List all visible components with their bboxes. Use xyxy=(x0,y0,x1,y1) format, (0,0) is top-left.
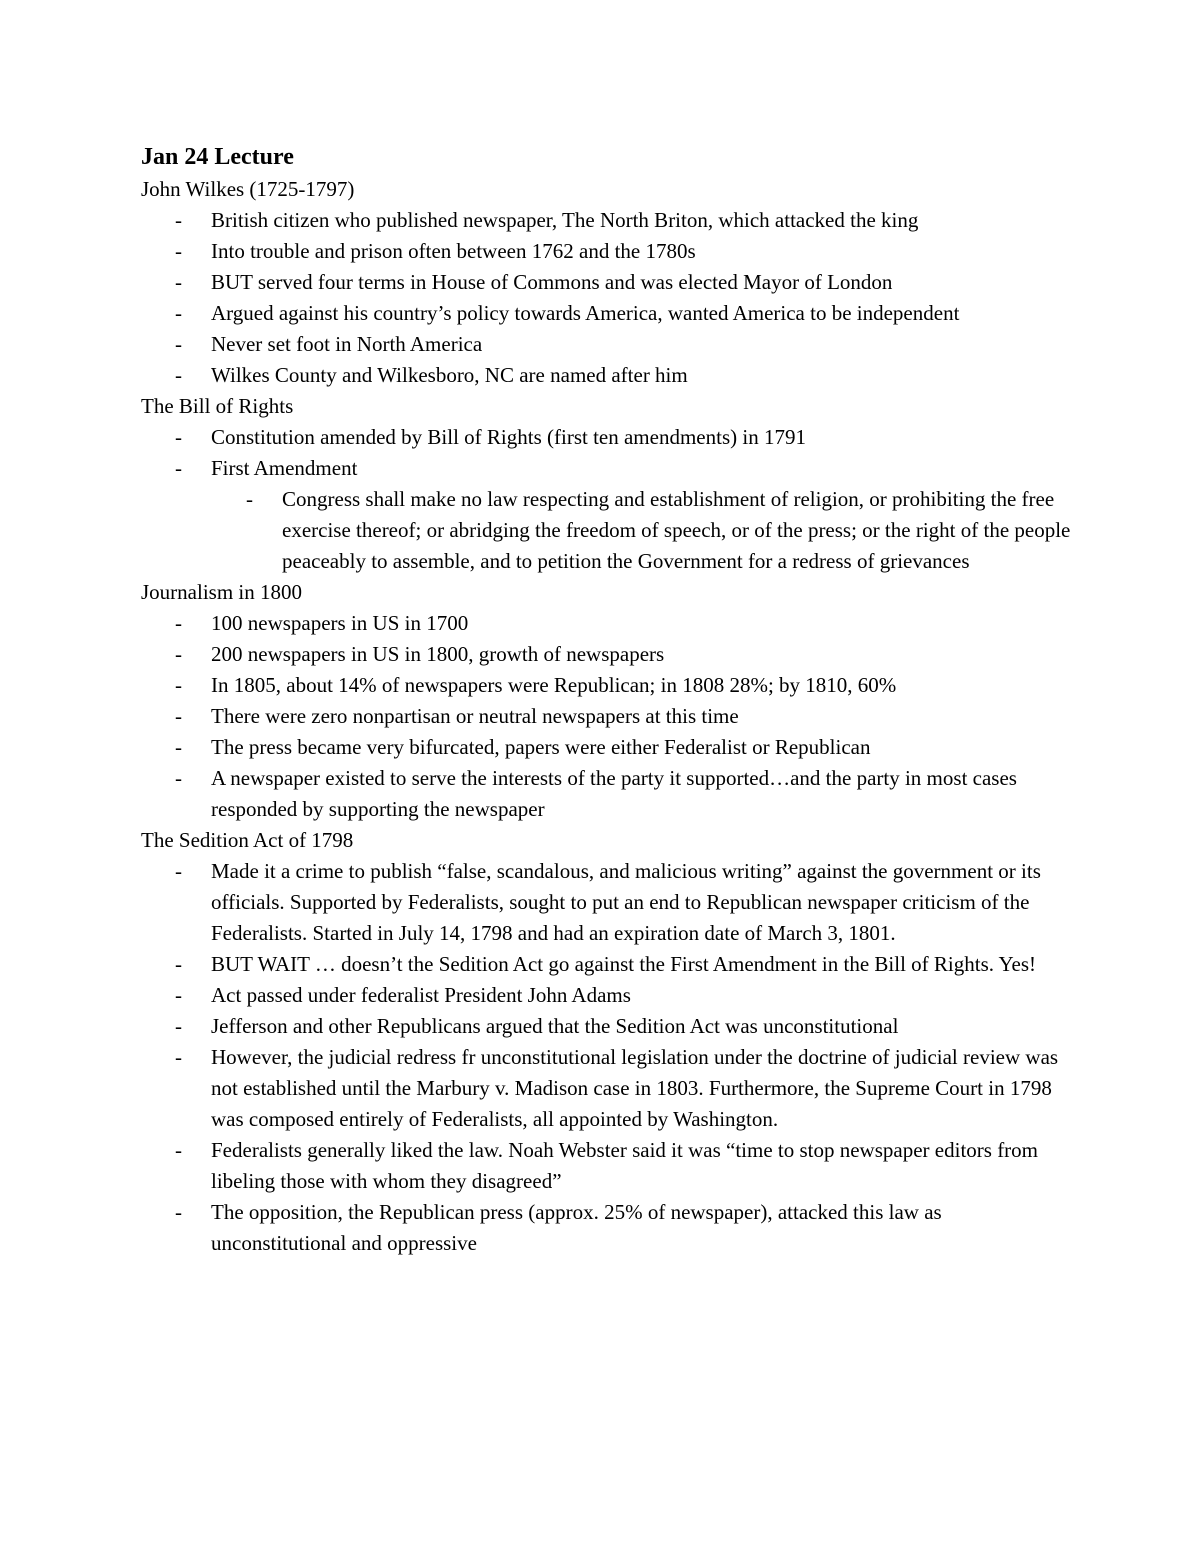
bullet-list xyxy=(141,856,1071,1259)
document-title: Jan 24 Lecture xyxy=(141,144,294,170)
list-item-text: Constitution amended by Bill of Rights (first ten amendments) in 1791 xyxy=(211,425,806,449)
list-item-text: British citizen who published newspaper, The North Briton, which attacked the king xyxy=(211,208,919,232)
dash-bullet-icon: - xyxy=(175,363,182,387)
list-item-text: The press became very bifurcated, papers were either Federalist or Republican xyxy=(211,735,871,759)
dash-bullet-icon: - xyxy=(175,952,182,976)
dash-bullet-icon: - xyxy=(175,735,182,759)
dash-bullet-icon: - xyxy=(175,1200,182,1224)
dash-bullet-icon: - xyxy=(175,208,182,232)
list-item xyxy=(141,422,1071,453)
nested-list-item-text: Congress shall make no law respecting and establishment of religion, or prohibiting the free exercise thereof; or abridging the freedom of speech, or of the press; or the right of the people peaceably to assemble, and to petition the Government for a redress of grievances xyxy=(282,487,1071,573)
list-item-text: The opposition, the Republican press (approx. 25% of newspaper), attacked this law as unconstitutional and oppressive xyxy=(211,1200,942,1255)
list-item xyxy=(141,701,1071,732)
list-item-text: In 1805, about 14% of newspapers were Republican; in 1808 28%; by 1810, 60% xyxy=(211,673,897,697)
list-item-text: 200 newspapers in US in 1800, growth of newspapers xyxy=(211,642,665,666)
list-item xyxy=(141,1011,1071,1042)
bullet-list xyxy=(141,608,1071,825)
list-item xyxy=(141,980,1071,1011)
document-body xyxy=(141,141,1071,1259)
list-item xyxy=(141,856,1071,949)
section-heading: Journalism in 1800 xyxy=(141,580,302,604)
list-item-text: Wilkes County and Wilkesboro, NC are named after him xyxy=(211,363,688,387)
list-item-text: There were zero nonpartisan or neutral newspapers at this time xyxy=(211,704,739,728)
dash-bullet-icon: - xyxy=(175,983,182,1007)
list-item xyxy=(141,236,1071,267)
list-item-text: Jefferson and other Republicans argued that the Sedition Act was unconstitutional xyxy=(211,1014,899,1038)
list-item xyxy=(141,453,1071,484)
list-item xyxy=(141,298,1071,329)
list-item-text: BUT served four terms in House of Commons and was elected Mayor of London xyxy=(211,270,893,294)
list-item xyxy=(141,763,1071,825)
list-item xyxy=(141,949,1071,980)
section-heading: John Wilkes (1725-1797) xyxy=(141,177,355,201)
dash-bullet-icon: - xyxy=(175,1014,182,1038)
nested-list-item xyxy=(141,484,1071,577)
bullet-list xyxy=(141,422,1071,577)
list-item-text: BUT WAIT … doesn’t the Sedition Act go against the First Amendment in the Bill of Rights. Yes! xyxy=(211,952,1037,976)
list-item xyxy=(141,329,1071,360)
list-item xyxy=(141,267,1071,298)
dash-bullet-icon: - xyxy=(175,1138,182,1162)
list-item xyxy=(141,205,1071,236)
dash-bullet-icon: - xyxy=(175,332,182,356)
list-item xyxy=(141,608,1071,639)
list-item xyxy=(141,1197,1071,1259)
list-item-text: Federalists generally liked the law. Noah Webster said it was “time to stop newspaper editors from libeling those with whom they disagreed” xyxy=(211,1138,1039,1193)
dash-bullet-icon: - xyxy=(175,270,182,294)
dash-bullet-icon: - xyxy=(175,673,182,697)
dash-bullet-icon: - xyxy=(175,766,182,790)
list-item-text: Argued against his country’s policy towards America, wanted America to be independent xyxy=(211,301,960,325)
dash-bullet-icon: - xyxy=(175,611,182,635)
nested-bullet-list xyxy=(141,484,1071,577)
list-item-text: Act passed under federalist President John Adams xyxy=(211,983,631,1007)
dash-bullet-icon: - xyxy=(175,239,182,263)
section-heading: The Sedition Act of 1798 xyxy=(141,828,354,852)
list-item xyxy=(141,1135,1071,1197)
list-item xyxy=(141,639,1071,670)
dash-bullet-icon: - xyxy=(175,642,182,666)
dash-bullet-icon: - xyxy=(246,487,253,511)
list-item-text: Into trouble and prison often between 1762 and the 1780s xyxy=(211,239,696,263)
list-item-text: 100 newspapers in US in 1700 xyxy=(211,611,469,635)
section-heading: The Bill of Rights xyxy=(141,394,294,418)
dash-bullet-icon: - xyxy=(175,1045,182,1069)
list-item xyxy=(141,1042,1071,1135)
dash-bullet-icon: - xyxy=(175,425,182,449)
list-item-text: Made it a crime to publish “false, scandalous, and malicious writing” against the government or its officials. Supported by Federalists, sought to put an end to Republican newspaper criticism of the Federalists. Started in July 14, 1798 and had an expiration date of March 3, 1801. xyxy=(211,859,1041,945)
list-item-text: First Amendment xyxy=(211,456,358,480)
sections-container xyxy=(141,174,1071,1259)
list-item xyxy=(141,670,1071,701)
list-item-text: However, the judicial redress fr unconstitutional legislation under the doctrine of judicial review was not established until the Marbury v. Madison case in 1803. Furthermore, the Supreme Court in 1798 was composed entirely of Federalists, all appointed by Washington. xyxy=(211,1045,1059,1131)
dash-bullet-icon: - xyxy=(175,704,182,728)
dash-bullet-icon: - xyxy=(175,859,182,883)
list-item-text: A newspaper existed to serve the interests of the party it supported…and the party in most cases responded by supporting the newspaper xyxy=(211,766,1017,821)
list-item xyxy=(141,360,1071,391)
list-item-text: Never set foot in North America xyxy=(211,332,483,356)
list-item xyxy=(141,732,1071,763)
bullet-list xyxy=(141,205,1071,391)
dash-bullet-icon: - xyxy=(175,456,182,480)
dash-bullet-icon: - xyxy=(175,301,182,325)
